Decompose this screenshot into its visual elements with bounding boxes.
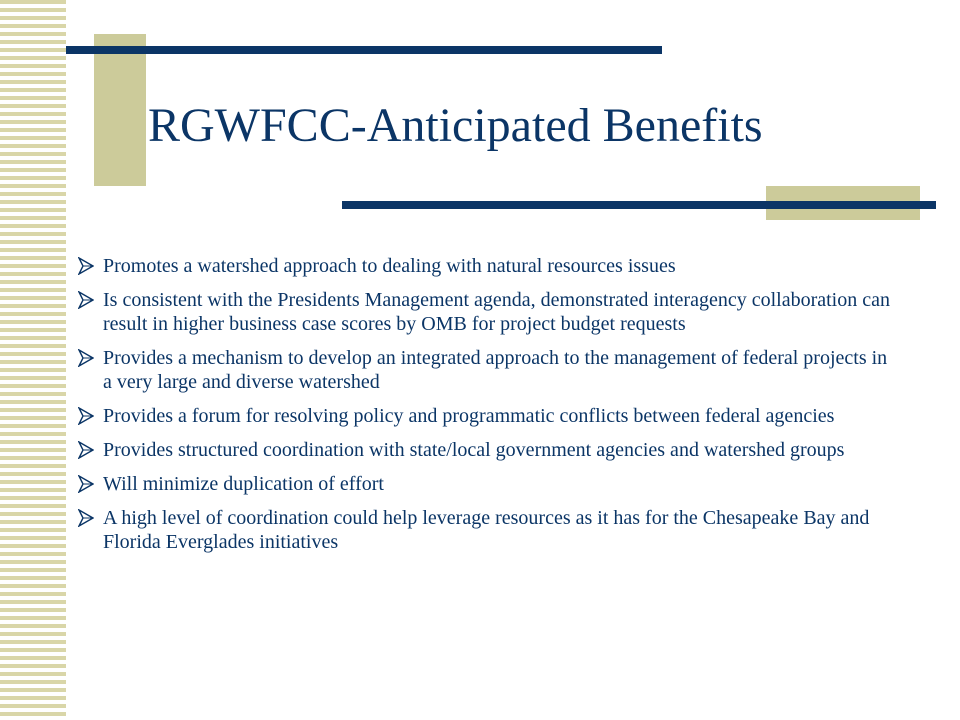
bullet-text: Provides a forum for resolving policy and programmatic conflicts between federal agencies [103,405,835,427]
decorative-navy-bar-top [66,46,662,54]
arrowhead-bullet-icon [78,407,94,425]
bullet-item [76,254,896,278]
bullet-text: Will minimize duplication of effort [103,473,384,495]
bullet-item [76,346,896,394]
bullet-text: Provides a mechanism to develop an integrated approach to the management of federal projects in a very large and diverse watershed [103,347,888,393]
arrowhead-bullet-icon [78,441,94,459]
bullet-text: A high level of coordination could help leverage resources as it has for the Chesapeake Bay and Florida Everglades initiatives [103,507,870,553]
bullet-item [76,472,896,496]
arrowhead-bullet-icon [78,509,94,527]
decorative-navy-bar-bottom [342,201,936,209]
bullet-item [76,404,896,428]
arrowhead-bullet-icon [78,291,94,309]
bullet-text: Promotes a watershed approach to dealing with natural resources issues [103,255,676,277]
bullet-list [76,254,896,564]
arrowhead-bullet-icon [78,475,94,493]
decorative-tan-block-top [94,34,146,186]
bullet-item [76,506,896,554]
bullet-text: Provides structured coordination with state/local government agencies and watershed groups [103,439,845,461]
decorative-stripes [0,0,68,720]
bullet-item [76,288,896,336]
slide-title: RGWFCC-Anticipated Benefits [148,99,763,152]
arrowhead-bullet-icon [78,349,94,367]
bullet-text: Is consistent with the Presidents Management agenda, demonstrated interagency collaboration can result in higher business case scores by OMB for project budget requests [103,289,890,335]
arrowhead-bullet-icon [78,257,94,275]
bullet-item [76,438,896,462]
